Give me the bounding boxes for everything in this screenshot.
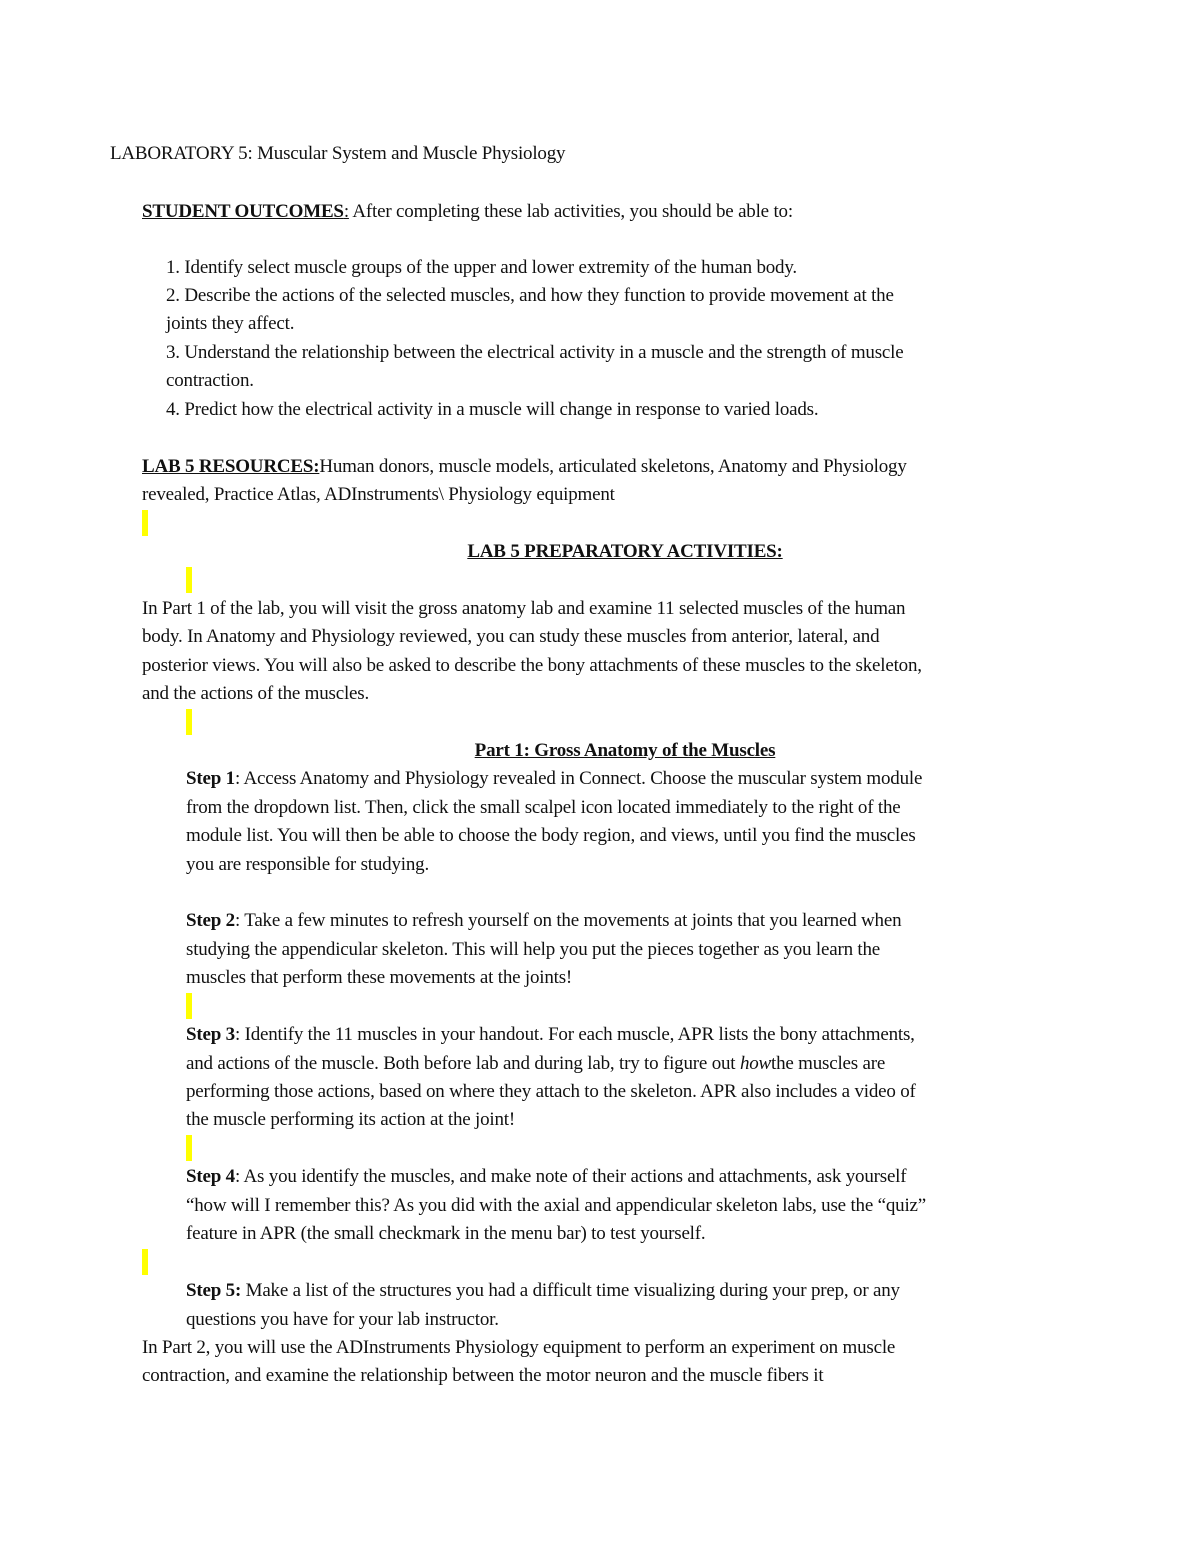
- step5-line-1: [186, 1277, 900, 1305]
- step4-text: : As you identify the muscles, and make note of their actions and attachments, ask yourself: [234, 1166, 907, 1187]
- step3-line-2: [186, 1050, 885, 1078]
- step1-line-1: [186, 765, 922, 793]
- prep-heading: LAB 5 PREPARATORY ACTIVITIES:: [467, 541, 783, 562]
- highlight-marker: [142, 510, 148, 536]
- document-title: LABORATORY 5: Muscular System and Muscle Physiology: [110, 143, 566, 164]
- intro-line-4: and the actions of the muscles.: [142, 683, 370, 704]
- step1-line-4: you are responsible for studying.: [186, 854, 429, 875]
- outcome-item-3: 3. Understand the relationship between the electrical activity in a muscle and the strength of muscle: [166, 342, 904, 363]
- highlight-marker: [186, 1135, 192, 1161]
- step3-line-1: [186, 1021, 915, 1049]
- outcomes-heading: STUDENT OUTCOMES: [142, 201, 344, 222]
- step3-label: Step 3: [186, 1024, 235, 1045]
- intro-line-3: posterior views. You will also be asked to describe the bony attachments of these muscles to the skeleton,: [142, 655, 922, 676]
- intro-line-2: body. In Anatomy and Physiology reviewed, you can study these muscles from anterior, lateral, and: [142, 626, 880, 647]
- step2-line-2: studying the appendicular skeleton. This will help you put the pieces together as you learn the: [186, 939, 881, 960]
- step5-text: Make a list of the structures you had a difficult time visualizing during your prep, or any: [241, 1280, 900, 1301]
- prep-heading-row: [0, 538, 1200, 566]
- outcome-item-4: 4. Predict how the electrical activity in a muscle will change in response to varied loads.: [166, 399, 819, 420]
- outcome-item-1: 1. Identify select muscle groups of the upper and lower extremity of the human body.: [166, 257, 797, 278]
- step5-label: Step 5:: [186, 1280, 242, 1301]
- step4-line-2: “how will I remember this? As you did with the axial and appendicular skeleton labs, use the “quiz”: [186, 1195, 926, 1216]
- highlight-marker: [186, 709, 192, 735]
- step4-label: Step 4: [186, 1166, 235, 1187]
- step3-line-2-post: the muscles are: [771, 1053, 886, 1074]
- step3-line-4: the muscle performing its action at the joint!: [186, 1109, 516, 1130]
- outcome-item-2: 2. Describe the actions of the selected muscles, and how they function to provide movement at the: [166, 285, 894, 306]
- step3-line-3: performing those actions, based on where they attach to the skeleton. APR also includes a video of: [186, 1081, 916, 1102]
- step3-text: : Identify the 11 muscles in your handout. For each muscle, APR lists the bony attachments,: [234, 1024, 915, 1045]
- step3-line-2-pre: and actions of the muscle. Both before lab and during lab, try to figure out: [186, 1053, 740, 1074]
- step2-text: : Take a few minutes to refresh yourself on the movements at joints that you learned when: [234, 910, 902, 931]
- outcome-item-2-cont: joints they affect.: [166, 313, 295, 334]
- intro-line-1: In Part 1 of the lab, you will visit the gross anatomy lab and examine 11 selected muscles of the human: [142, 598, 906, 619]
- step1-line-2: from the dropdown list. Then, click the small scalpel icon located immediately to the right of the: [186, 797, 901, 818]
- step2-line-1: [186, 907, 901, 935]
- step3-emphasis: how: [739, 1053, 772, 1074]
- step4-line-1: [186, 1163, 906, 1191]
- step2-label: Step 2: [186, 910, 235, 931]
- step5-line-2: questions you have for your lab instructor.: [186, 1309, 499, 1330]
- resources-line: [142, 453, 907, 481]
- highlight-marker: [186, 567, 192, 593]
- outcome-item-3-cont: contraction.: [166, 370, 254, 391]
- part2-line-2: contraction, and examine the relationship between the motor neuron and the muscle fibers it: [142, 1365, 824, 1386]
- step1-label: Step 1: [186, 768, 235, 789]
- step1-text: : Access Anatomy and Physiology revealed in Connect. Choose the muscular system module: [234, 768, 923, 789]
- highlight-marker: [142, 1249, 148, 1275]
- outcomes-colon: :: [343, 201, 349, 222]
- step2-line-3: muscles that perform these movements at the joints!: [186, 967, 573, 988]
- highlight-marker: [186, 993, 192, 1019]
- part2-line-1: In Part 2, you will use the ADInstruments Physiology equipment to perform an experiment on muscle: [142, 1337, 896, 1358]
- part1-heading: Part 1: Gross Anatomy of the Muscles: [474, 740, 776, 761]
- step1-line-3: module list. You will then be able to choose the body region, and views, until you find the muscles: [186, 825, 916, 846]
- resources-text-2: revealed, Practice Atlas, ADInstruments\ Physiology equipment: [142, 484, 615, 505]
- step4-line-3: feature in APR (the small checkmark in the menu bar) to test yourself.: [186, 1223, 706, 1244]
- outcomes-intro: After completing these lab activities, you should be able to:: [348, 201, 793, 222]
- outcomes-line: [142, 198, 793, 226]
- resources-text-1: Human donors, muscle models, articulated skeletons, Anatomy and Physiology: [319, 456, 907, 477]
- part1-heading-row: [0, 737, 1200, 765]
- resources-heading: LAB 5 RESOURCES:: [142, 456, 320, 477]
